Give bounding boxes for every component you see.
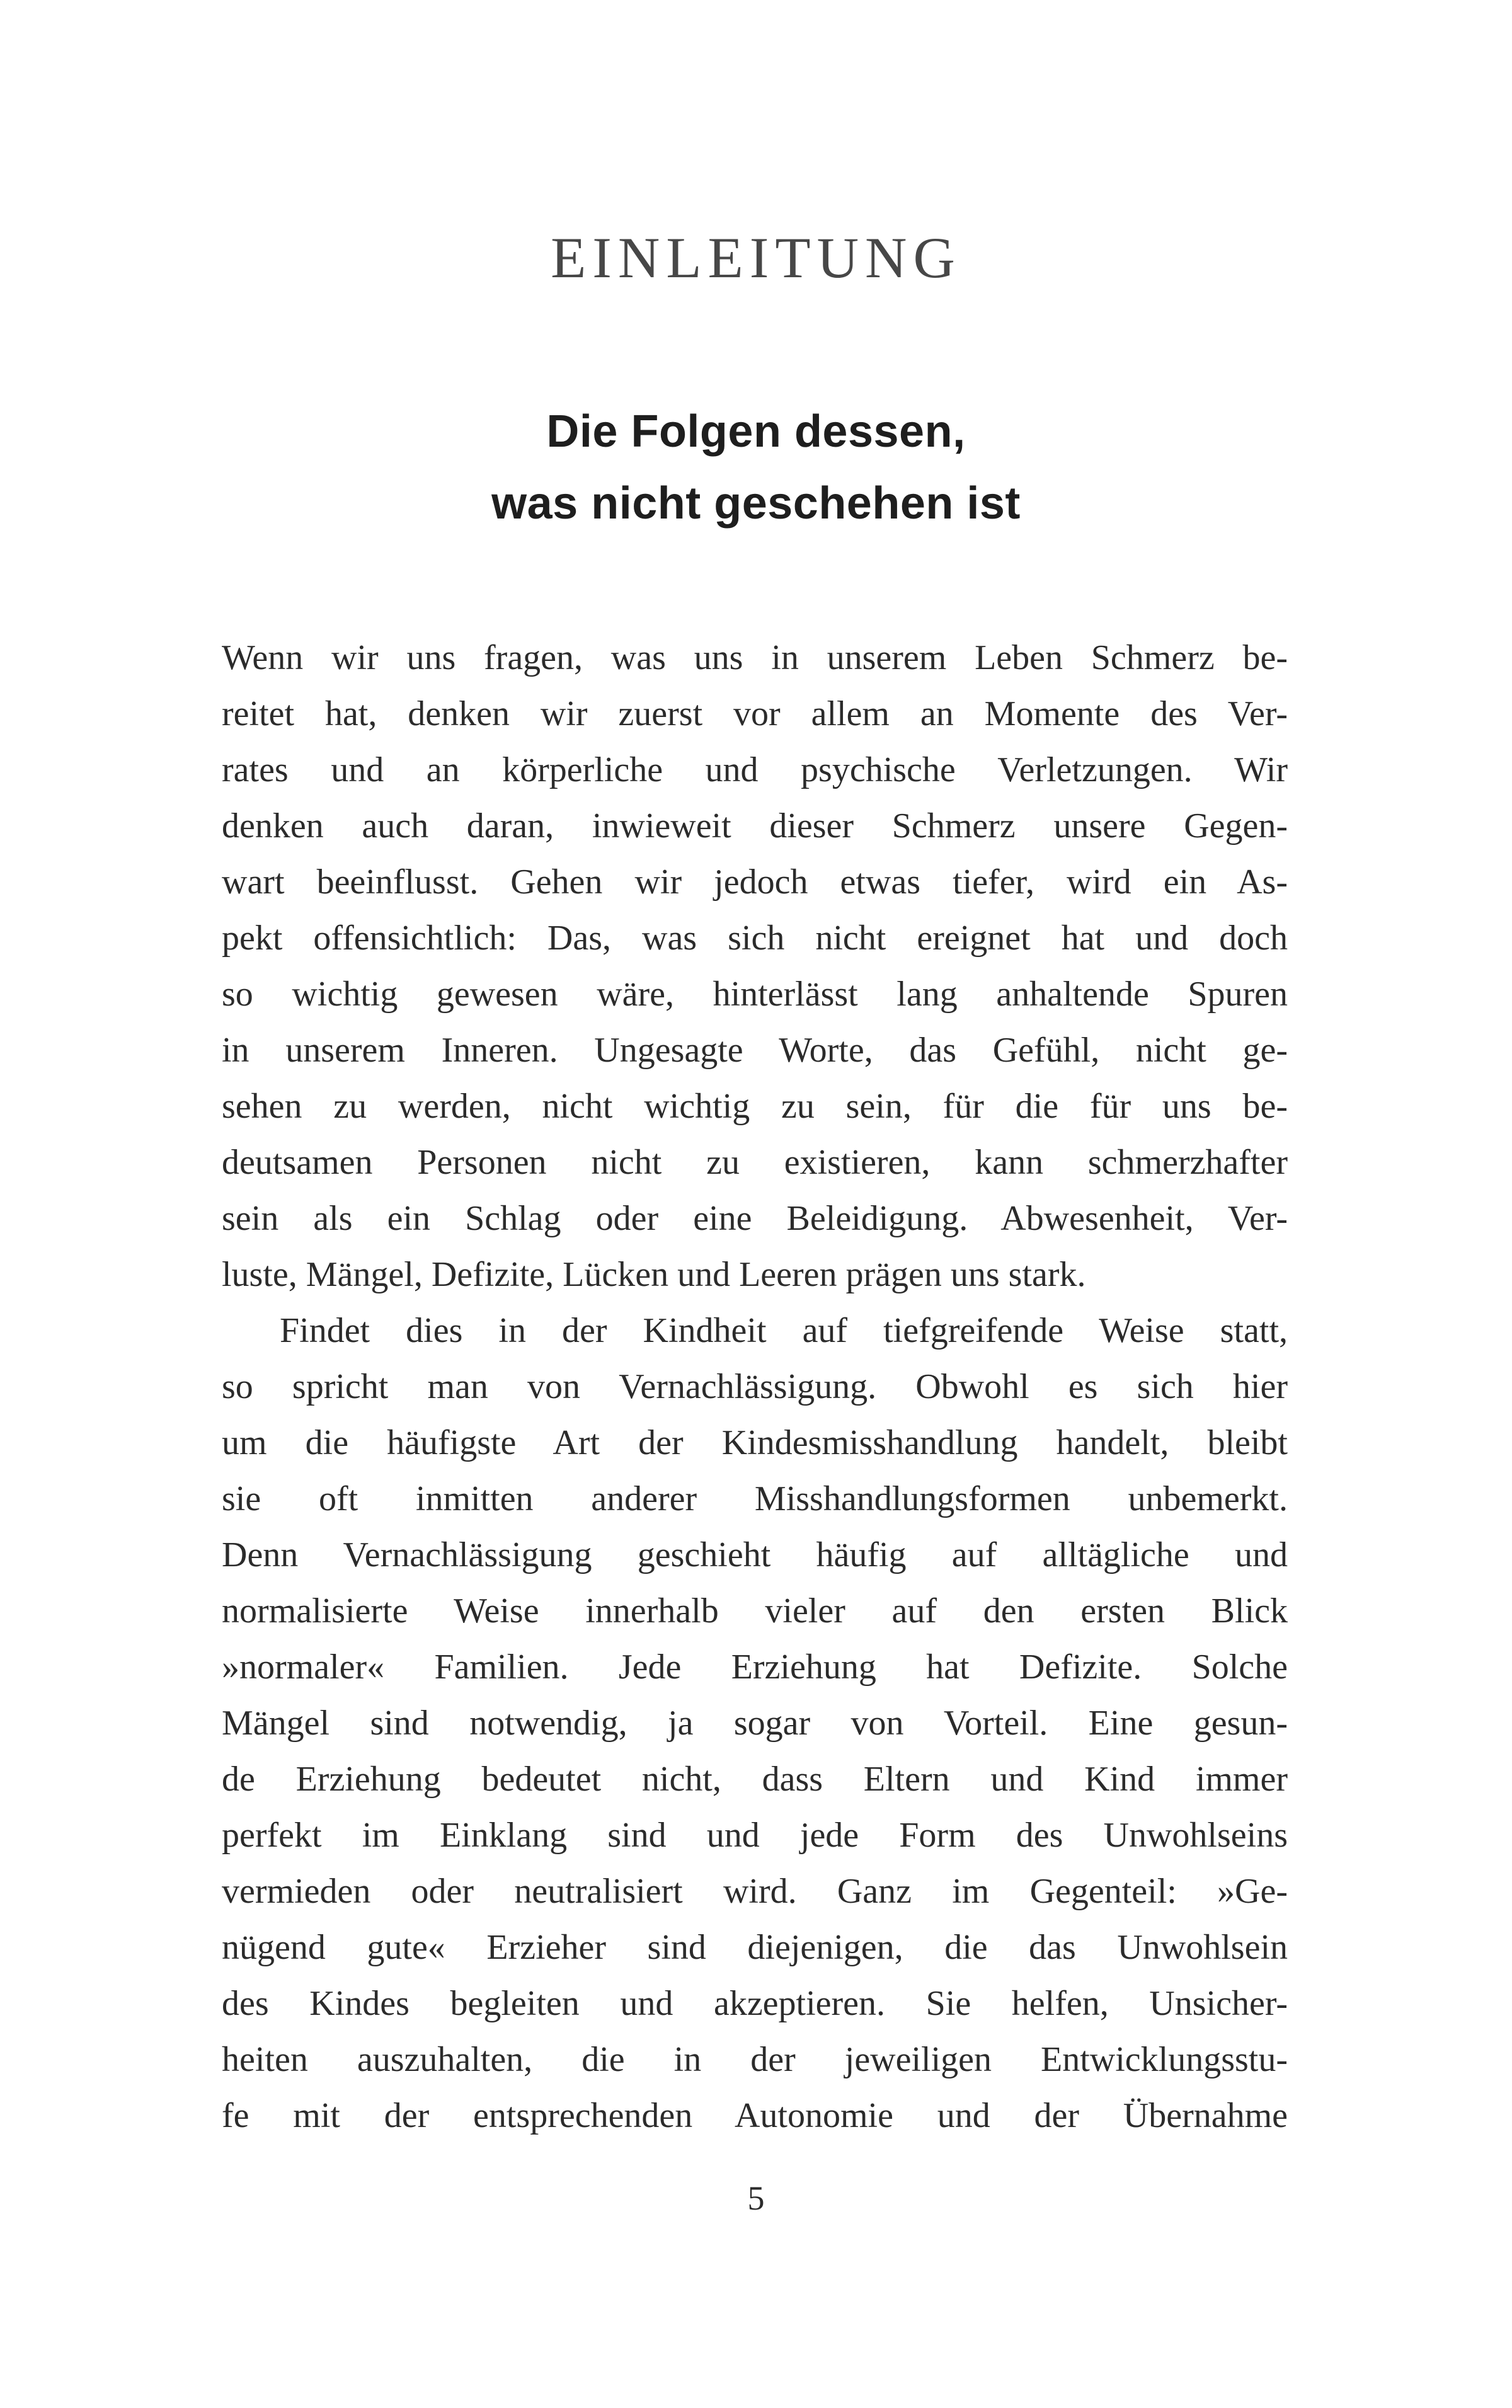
body-line: so spricht man von Vernachlässigung. Obwohl es sich hier [222,1367,1288,1406]
body-line: so wichtig gewesen wäre, hinterlässt lang anhaltende Spuren [222,975,1288,1014]
chapter-title: EINLEITUNG [551,226,961,290]
chapter-subtitle-line: was nicht geschehen ist [491,478,1021,529]
body-line: des Kindes begleiten und akzeptieren. Sie helfen, Unsicher- [222,1984,1288,2023]
chapter-subtitle [0,396,1512,539]
body-line: deutsamen Personen nicht zu existieren, kann schmerzhafter [222,1143,1288,1182]
body-line: vermieden oder neutralisiert wird. Ganz im Gegenteil: »Ge- [222,1872,1288,1911]
body-line: pekt offensichtlich: Das, was sich nicht ereignet hat und doch [222,919,1288,958]
body-line: sein als ein Schlag oder eine Beleidigung. Abwesenheit, Ver- [222,1199,1288,1238]
body-line: de Erziehung bedeutet nicht, dass Eltern und Kind immer [222,1760,1288,1799]
body-line: rates und an körperliche und psychische Verletzungen. Wir [222,750,1288,789]
body-line: luste, Mängel, Defizite, Lücken und Leeren prägen uns stark. [222,1255,1086,1294]
body-line: »normaler« Familien. Jede Erziehung hat Defizite. Solche [222,1648,1288,1687]
body-line: um die häufigste Art der Kindesmisshandlung handelt, bleibt [222,1423,1288,1462]
body-line: fe mit der entsprechenden Autonomie und der Übernahme [222,2096,1288,2135]
page-number: 5 [747,2179,765,2217]
body-line: Denn Vernachlässigung geschieht häufig auf alltägliche und [222,1535,1288,1574]
body-line: heiten auszuhalten, die in der jeweiligen Entwicklungsstu- [222,2040,1288,2079]
body-line: sie oft inmitten anderer Misshandlungsformen unbemerkt. [222,1479,1288,1518]
chapter-subtitle-line: Die Folgen dessen, [546,406,966,457]
body-line: reitet hat, denken wir zuerst vor allem an Momente des Ver- [222,694,1288,733]
body-line: perfekt im Einklang sind und jede Form des Unwohlseins [222,1816,1288,1855]
body-line: Wenn wir uns fragen, was uns in unserem Leben Schmerz be- [222,638,1288,677]
body-line: Findet dies in der Kindheit auf tiefgreifende Weise statt, [280,1311,1288,1350]
body-line: wart beeinflusst. Gehen wir jedoch etwas tiefer, wird ein As- [222,863,1288,902]
body-line: normalisierte Weise innerhalb vieler auf den ersten Blick [222,1591,1288,1631]
body-line: sehen zu werden, nicht wichtig zu sein, für die für uns be- [222,1087,1288,1126]
body-line: nügend gute« Erzieher sind diejenigen, die das Unwohlsein [222,1928,1288,1967]
body-text [222,630,1288,2144]
body-line: Mängel sind notwendig, ja sogar von Vorteil. Eine gesun- [222,1704,1288,1743]
body-line: denken auch daran, inwieweit dieser Schmerz unsere Gegen- [222,806,1288,846]
body-line: in unserem Inneren. Ungesagte Worte, das Gefühl, nicht ge- [222,1031,1288,1070]
